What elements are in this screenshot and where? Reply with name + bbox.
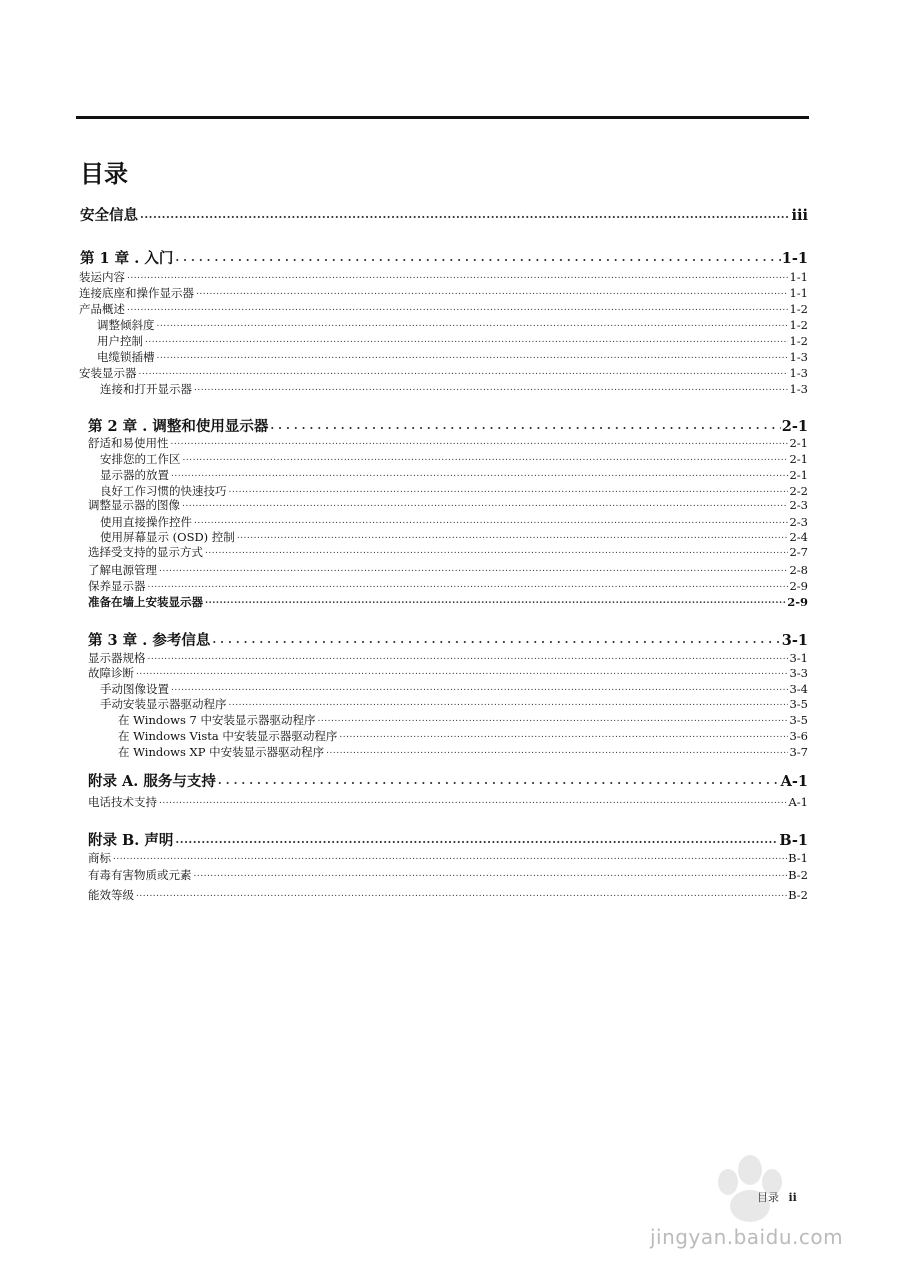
toc-entry[interactable] bbox=[97, 318, 808, 332]
toc-dot-leader bbox=[139, 366, 789, 380]
toc-dot-leader bbox=[194, 868, 788, 882]
toc-entry[interactable] bbox=[100, 682, 808, 696]
toc-entry-title: 附录 A. 服务与支持 bbox=[88, 773, 216, 790]
toc-entry-title: 第 2 章 . 调整和使用显示器 bbox=[88, 418, 269, 435]
toc-entry-page: B-1 bbox=[788, 851, 808, 865]
toc-entry-title: 有毒有害物质或元素 bbox=[88, 868, 192, 882]
toc-entry-title: 能效等级 bbox=[88, 888, 134, 902]
toc-dot-leader bbox=[194, 382, 788, 396]
toc-entry-title: 第 3 章 . 参考信息 bbox=[88, 632, 211, 649]
toc-dot-leader bbox=[182, 498, 788, 512]
toc-dot-leader bbox=[159, 563, 788, 577]
toc-entry[interactable] bbox=[79, 366, 808, 380]
toc-entry[interactable] bbox=[88, 579, 808, 593]
toc-entry-title: 连接底座和操作显示器 bbox=[79, 286, 194, 300]
toc-entry-page: 1-2 bbox=[789, 334, 808, 348]
toc-entry[interactable] bbox=[79, 270, 808, 284]
toc-dot-leader bbox=[212, 632, 780, 650]
toc-entry-title: 舒适和易使用性 bbox=[88, 436, 169, 450]
toc-dot-leader bbox=[196, 286, 788, 300]
toc-entry-title: 显示器规格 bbox=[88, 651, 146, 665]
toc-dot-leader bbox=[183, 452, 789, 466]
toc-entry-title: 调整显示器的图像 bbox=[88, 498, 180, 512]
toc-entry[interactable] bbox=[88, 563, 808, 577]
toc-entry-page: A-1 bbox=[780, 773, 808, 790]
toc-dot-leader bbox=[140, 207, 790, 225]
toc-entry-page: 3-1 bbox=[789, 651, 808, 665]
toc-dot-leader bbox=[270, 418, 780, 436]
toc-entry-title: 使用屏幕显示 (OSD) 控制 bbox=[100, 530, 235, 544]
toc-entry[interactable] bbox=[88, 651, 808, 665]
toc-entry-page: 2-8 bbox=[789, 563, 808, 577]
toc-entry-page: 1-2 bbox=[789, 302, 808, 316]
toc-entry[interactable] bbox=[88, 773, 808, 791]
toc-entry-title: 电缆锁插槽 bbox=[97, 350, 155, 364]
toc-entry-title: 使用直接操作控件 bbox=[100, 515, 192, 529]
toc-entry[interactable] bbox=[88, 595, 808, 609]
toc-entry-title: 显示器的放置 bbox=[100, 468, 169, 482]
toc-entry[interactable] bbox=[118, 729, 808, 743]
toc-dot-leader bbox=[318, 713, 789, 727]
toc-entry-page: 2-1 bbox=[781, 418, 808, 435]
toc-dot-leader bbox=[148, 651, 789, 665]
toc-entry-page: 2-1 bbox=[789, 436, 808, 450]
page-title: 目录 bbox=[80, 160, 128, 188]
toc-dot-leader bbox=[339, 729, 788, 743]
toc-dot-leader bbox=[229, 484, 789, 498]
toc-entry[interactable] bbox=[100, 515, 808, 529]
toc-entry[interactable] bbox=[88, 545, 808, 559]
toc-entry-page: B-1 bbox=[779, 832, 808, 849]
toc-entry[interactable] bbox=[100, 697, 808, 711]
toc-entry[interactable] bbox=[88, 832, 808, 850]
toc-entry-title: 商标 bbox=[88, 851, 111, 865]
toc-entry-page: 3-3 bbox=[789, 666, 808, 680]
watermark-text: jingyan.baidu.com bbox=[650, 1225, 844, 1249]
toc-entry-title: 连接和打开显示器 bbox=[100, 382, 192, 396]
toc-entry-page: 3-5 bbox=[789, 713, 808, 727]
toc-entry-page: 1-1 bbox=[789, 286, 808, 300]
toc-entry-title: 电话技术支持 bbox=[88, 795, 157, 809]
toc-dot-leader bbox=[205, 545, 788, 559]
toc-dot-leader bbox=[326, 745, 788, 759]
toc-entry-page: 2-3 bbox=[789, 515, 808, 529]
toc-dot-leader bbox=[175, 250, 780, 268]
toc-entry[interactable] bbox=[97, 334, 808, 348]
toc-entry-page: B-2 bbox=[788, 888, 808, 902]
toc-dot-leader bbox=[127, 270, 788, 284]
toc-entry-title: 了解电源管理 bbox=[88, 563, 157, 577]
toc-entry[interactable] bbox=[88, 666, 808, 680]
toc-entry-page: B-2 bbox=[788, 868, 808, 882]
toc-entry-title: 调整倾斜度 bbox=[97, 318, 155, 332]
toc-dot-leader bbox=[136, 888, 787, 902]
toc-entry-page: iii bbox=[791, 207, 808, 224]
toc-entry[interactable] bbox=[88, 868, 808, 882]
toc-entry-page: 2-9 bbox=[789, 579, 808, 593]
toc-entry[interactable] bbox=[88, 888, 808, 902]
toc-entry-page: 3-6 bbox=[789, 729, 808, 743]
toc-dot-leader bbox=[175, 832, 778, 850]
toc-entry[interactable] bbox=[88, 418, 808, 436]
toc-entry[interactable] bbox=[88, 436, 808, 450]
toc-entry-title: 在 Windows Vista 中安装显示器驱动程序 bbox=[118, 729, 338, 743]
toc-entry[interactable] bbox=[79, 302, 808, 316]
toc-entry-page: 3-5 bbox=[789, 697, 808, 711]
toc-dot-leader bbox=[136, 666, 788, 680]
toc-dot-leader bbox=[229, 697, 789, 711]
toc-dot-leader bbox=[218, 773, 780, 791]
toc-entry[interactable] bbox=[80, 207, 808, 225]
toc-entry-page: A-1 bbox=[788, 795, 808, 809]
toc-entry-title: 在 Windows 7 中安装显示器驱动程序 bbox=[118, 713, 316, 727]
toc-dot-leader bbox=[171, 468, 788, 482]
toc-entry[interactable] bbox=[88, 795, 808, 809]
toc-dot-leader bbox=[237, 530, 789, 544]
toc-dot-leader bbox=[157, 318, 789, 332]
toc-entry-page: 3-4 bbox=[789, 682, 808, 696]
toc-entry-title: 故障诊断 bbox=[88, 666, 134, 680]
toc-entry[interactable] bbox=[79, 286, 808, 300]
toc-entry-page: 1-3 bbox=[789, 366, 808, 380]
toc-entry-title: 第 1 章 . 入门 bbox=[80, 250, 174, 267]
toc-entry-title: 附录 B. 声明 bbox=[88, 832, 174, 849]
toc-entry-page: 2-1 bbox=[789, 452, 808, 466]
footer-page-number: ii bbox=[788, 1191, 797, 1204]
toc-dot-leader bbox=[113, 851, 787, 865]
toc-entry-page: 2-7 bbox=[789, 545, 808, 559]
toc-entry-title: 良好工作习惯的快速技巧 bbox=[100, 484, 227, 498]
toc-dot-leader bbox=[205, 595, 786, 609]
toc-entry-page: 2-2 bbox=[789, 484, 808, 498]
toc-entry-page: 2-4 bbox=[789, 530, 808, 544]
toc-entry-title: 安装显示器 bbox=[79, 366, 137, 380]
toc-entry[interactable] bbox=[100, 530, 808, 544]
toc-entry-title: 准备在墙上安装显示器 bbox=[88, 595, 203, 609]
toc-entry[interactable] bbox=[88, 498, 808, 512]
toc-entry-title: 安排您的工作区 bbox=[100, 452, 181, 466]
toc-entry-title: 装运内容 bbox=[79, 270, 125, 284]
toc-entry-page: 2-1 bbox=[789, 468, 808, 482]
toc-entry-page: 1-1 bbox=[781, 250, 808, 267]
toc-entry[interactable] bbox=[80, 250, 808, 268]
toc-entry[interactable] bbox=[88, 851, 808, 865]
toc-entry[interactable] bbox=[97, 350, 808, 364]
toc-entry[interactable] bbox=[100, 468, 808, 482]
toc-entry-title: 安全信息 bbox=[80, 207, 138, 224]
toc-dot-leader bbox=[159, 795, 787, 809]
toc-entry-page: 1-2 bbox=[789, 318, 808, 332]
toc-entry-page: 1-1 bbox=[789, 270, 808, 284]
toc-entry[interactable] bbox=[100, 484, 808, 498]
toc-entry[interactable] bbox=[100, 452, 808, 466]
toc-entry-page: 1-3 bbox=[789, 382, 808, 396]
footer-label: 目录 bbox=[757, 1191, 779, 1204]
toc-entry-title: 在 Windows XP 中安装显示器驱动程序 bbox=[118, 745, 325, 759]
toc-dot-leader bbox=[127, 302, 788, 316]
toc-entry-title: 产品概述 bbox=[79, 302, 125, 316]
toc-entry[interactable] bbox=[88, 632, 808, 650]
toc-entry[interactable] bbox=[118, 745, 808, 759]
toc-entry-title: 保养显示器 bbox=[88, 579, 146, 593]
toc-entry-page: 2-3 bbox=[789, 498, 808, 512]
toc-dot-leader bbox=[148, 579, 789, 593]
toc-dot-leader bbox=[171, 436, 789, 450]
toc-entry-title: 用户控制 bbox=[97, 334, 143, 348]
toc-entry-page: 3-7 bbox=[789, 745, 808, 759]
toc-entry[interactable] bbox=[100, 382, 808, 396]
toc-dot-leader bbox=[194, 515, 788, 529]
toc-entry-page: 2-9 bbox=[787, 595, 808, 609]
toc-dot-leader bbox=[171, 682, 788, 696]
toc-entry-page: 1-3 bbox=[789, 350, 808, 364]
toc-dot-leader bbox=[145, 334, 788, 348]
toc-entry-page: 3-1 bbox=[781, 632, 808, 649]
toc-entry[interactable] bbox=[118, 713, 808, 727]
toc-dot-leader bbox=[157, 350, 789, 364]
toc-entry-title: 手动安装显示器驱动程序 bbox=[100, 697, 227, 711]
toc-entry-title: 选择受支持的显示方式 bbox=[88, 545, 203, 559]
toc-entry-title: 手动图像设置 bbox=[100, 682, 169, 696]
